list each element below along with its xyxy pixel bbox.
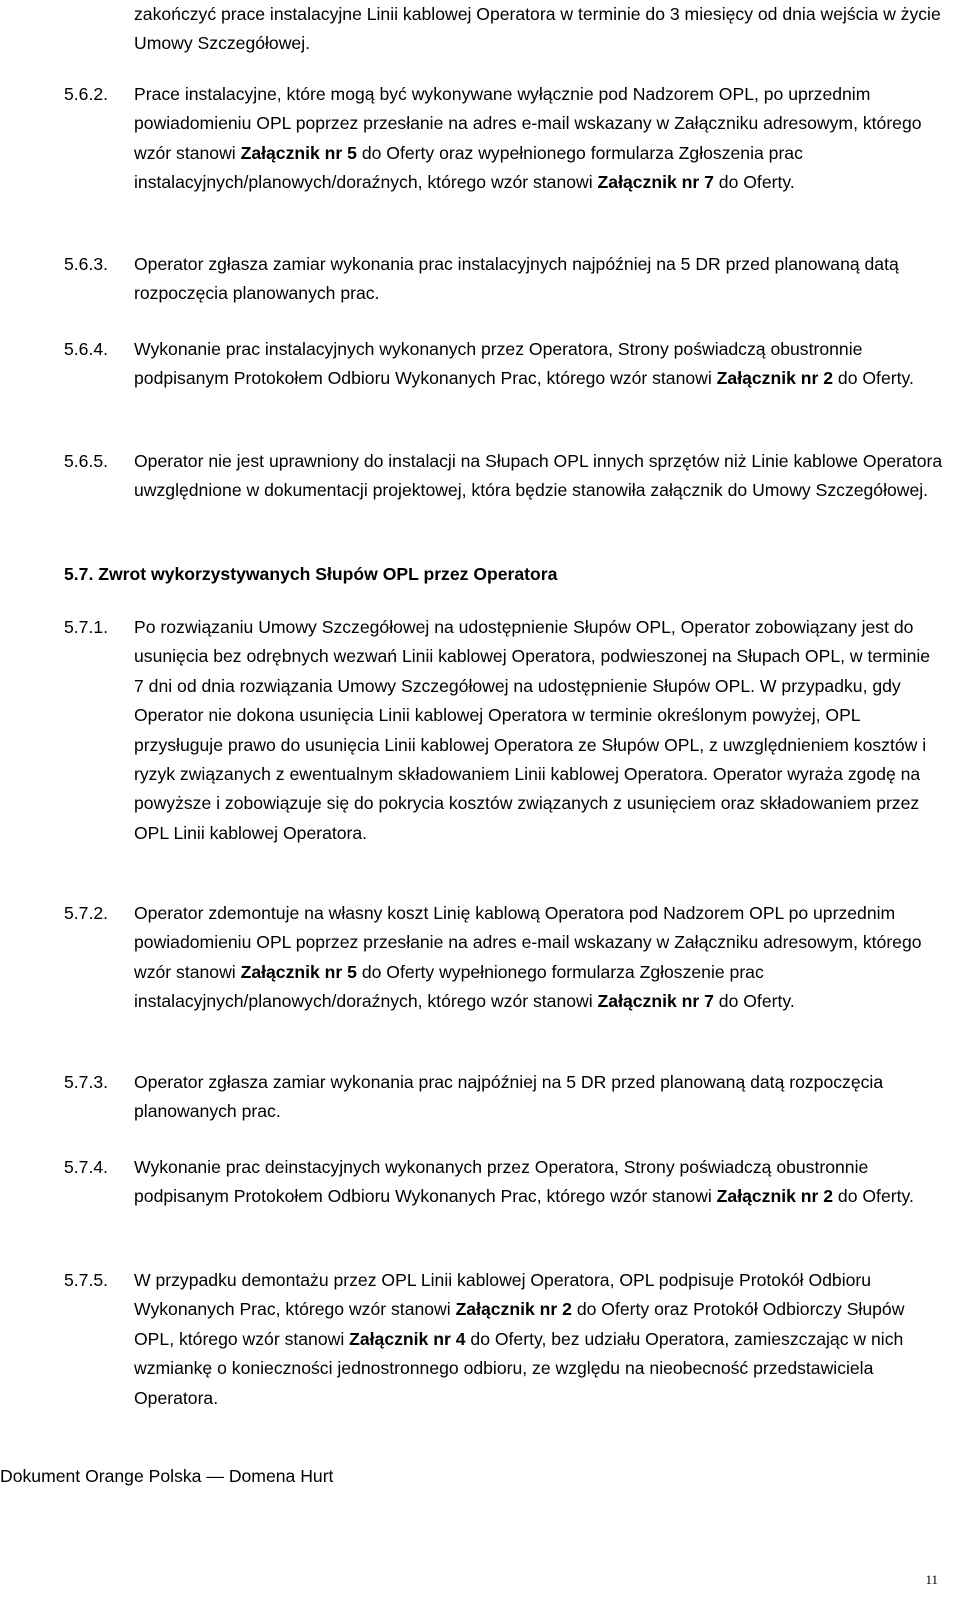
clause-number: 5.7.4.: [64, 1157, 109, 1177]
section-heading: 5.7. Zwrot wykorzystywanych Słupów OPL przez Operatora: [64, 564, 558, 584]
clause-number: 5.7.3.: [64, 1072, 109, 1092]
bold-reference: Załącznik nr 2: [716, 1186, 834, 1207]
clause-text: [134, 899, 944, 1017]
text-run: Operator zdemontuje na własny koszt Linię kablową Operatora pod Nadzorem OPL po uprzednim powiadomieniu OPL poprzez przesłanie na adres e-mail wskazany w Załączniku adresowym, którego wzór stanowi: [134, 903, 922, 982]
bold-reference: Załącznik nr 5: [240, 142, 357, 163]
text-run: Prace instalacyjne, które mogą być wykonywane wyłącznie pod Nadzorem OPL, po uprzednim powiadomieniu OPL poprzez przesłanie na adres e-mail wskazany w Załączniku adresowym, którego wzór stanowi: [134, 84, 922, 163]
clause-number: 5.6.4.: [64, 339, 109, 359]
bold-reference: Załącznik nr 7: [597, 172, 714, 193]
bold-reference: Załącznik nr 2: [716, 368, 834, 389]
bold-reference: Załącznik nr 5: [240, 961, 357, 982]
text-run: Operator zgłasza zamiar wykonania prac najpóźniej na 5 DR przed planowaną datą rozpoczęcia planowanych prac.: [134, 1072, 884, 1122]
clause-text: [134, 1266, 944, 1413]
page-number: 11: [925, 1572, 938, 1587]
text-run: W przypadku demontażu przez OPL Linii kablowej Operatora, OPL podpisuje Protokół Odbioru Wykonanych Prac, którego wzór stanowi: [134, 1270, 872, 1320]
bold-reference: Załącznik nr 4: [349, 1328, 466, 1349]
clause-number: 5.7.1.: [64, 617, 109, 637]
clause-text: [134, 80, 944, 198]
text-run: Wykonanie prac instalacyjnych wykonanych przez Operatora, Strony poświadczą obustronnie podpisanym Protokołem Odbioru Wykonanych Prac, którego wzór stanowi: [134, 339, 863, 389]
text-run: do Oferty.: [713, 172, 795, 193]
text-run: do Oferty wypełnionego formularza Zgłoszenie prac instalacyjnych/planowych/doraźnych, którego wzór stanowi: [134, 961, 764, 1012]
clause-number: 5.6.5.: [64, 451, 109, 471]
text-run: do Oferty.: [713, 991, 795, 1012]
clause-text: [134, 1068, 944, 1127]
bold-reference: Załącznik nr 7: [597, 991, 714, 1012]
document-footer: Dokument Orange Polska — Domena Hurt: [0, 1466, 334, 1486]
text-run: Po rozwiązaniu Umowy Szczegółowej na udostępnienie Słupów OPL, Operator zobowiązany jest do usunięcia bez odrębnych wezwań Linii kablowej Operatora, podwieszonej na Słupach OPL, w terminie 7 dni od dnia rozwiązania Umowy Szczegółowej na udostępnienie Słupów OPL. W przypadku, gdy Operator nie dokona usunięcia Linii kablowej Operatora w terminie określonym powyżej, OPL przysługuje prawo do usunięcia Linii kablowej Operatora ze Słupów OPL, z uwzględnieniem kosztów i ryzyk związanych z ewentualnym składowaniem Linii kablowej Operatora. Operator wyraża zgodę na powyższe i zobowiązuje się do pokrycia kosztów związanych z usunięciem oraz składowaniem przez OPL Linii kablowej Operatora.: [134, 617, 931, 843]
clause-text: [134, 1153, 944, 1212]
text-run: Wykonanie prac deinstacyjnych wykonanych przez Operatora, Strony poświadczą obustronnie podpisanym Protokołem Odbioru Wykonanych Prac, którego wzór stanowi: [134, 1157, 869, 1207]
clause-text: [134, 613, 944, 848]
bold-reference: Załącznik nr 2: [455, 1299, 572, 1320]
text-run: do Oferty, bez udziału Operatora, zamieszczając w nich wzmiankę o konieczności jednostronnego odbioru, ze względu na nieobecność przedstawiciela Operatora.: [134, 1328, 904, 1408]
clause-number: 5.6.2.: [64, 84, 109, 104]
clause-number: 5.7.5.: [64, 1270, 109, 1290]
clause-text: [134, 447, 944, 506]
text-run: zakończyć prace instalacyjne Linii kablowej Operatora w terminie do 3 miesięcy od dnia wejścia w życie Umowy Szczegółowej.: [134, 4, 941, 54]
text-run: do Oferty.: [833, 368, 914, 389]
paragraph-text: [134, 0, 944, 59]
text-run: do Oferty oraz Protokół Odbiorczy Słupów OPL, którego wzór stanowi: [134, 1299, 905, 1349]
text-run: do Oferty oraz wypełnionego formularza Zgłoszenia prac instalacyjnych/planowych/doraźnych, którego wzór stanowi: [134, 142, 803, 193]
text-run: Operator nie jest uprawniony do instalacji na Słupach OPL innych sprzętów niż Linie kablowe Operatora uwzględnione w dokumentacji projektowej, która będzie stanowiła załącznik do Umowy Szczegółowej.: [134, 451, 943, 501]
clause-text: [134, 250, 944, 309]
text-run: Operator zgłasza zamiar wykonania prac instalacyjnych najpóźniej na 5 DR przed planowaną datą rozpoczęcia planowanych prac.: [134, 254, 899, 304]
clause-text: [134, 335, 944, 394]
clause-number: 5.7.2.: [64, 903, 109, 923]
text-run: do Oferty.: [833, 1186, 914, 1207]
clause-number: 5.6.3.: [64, 254, 109, 274]
